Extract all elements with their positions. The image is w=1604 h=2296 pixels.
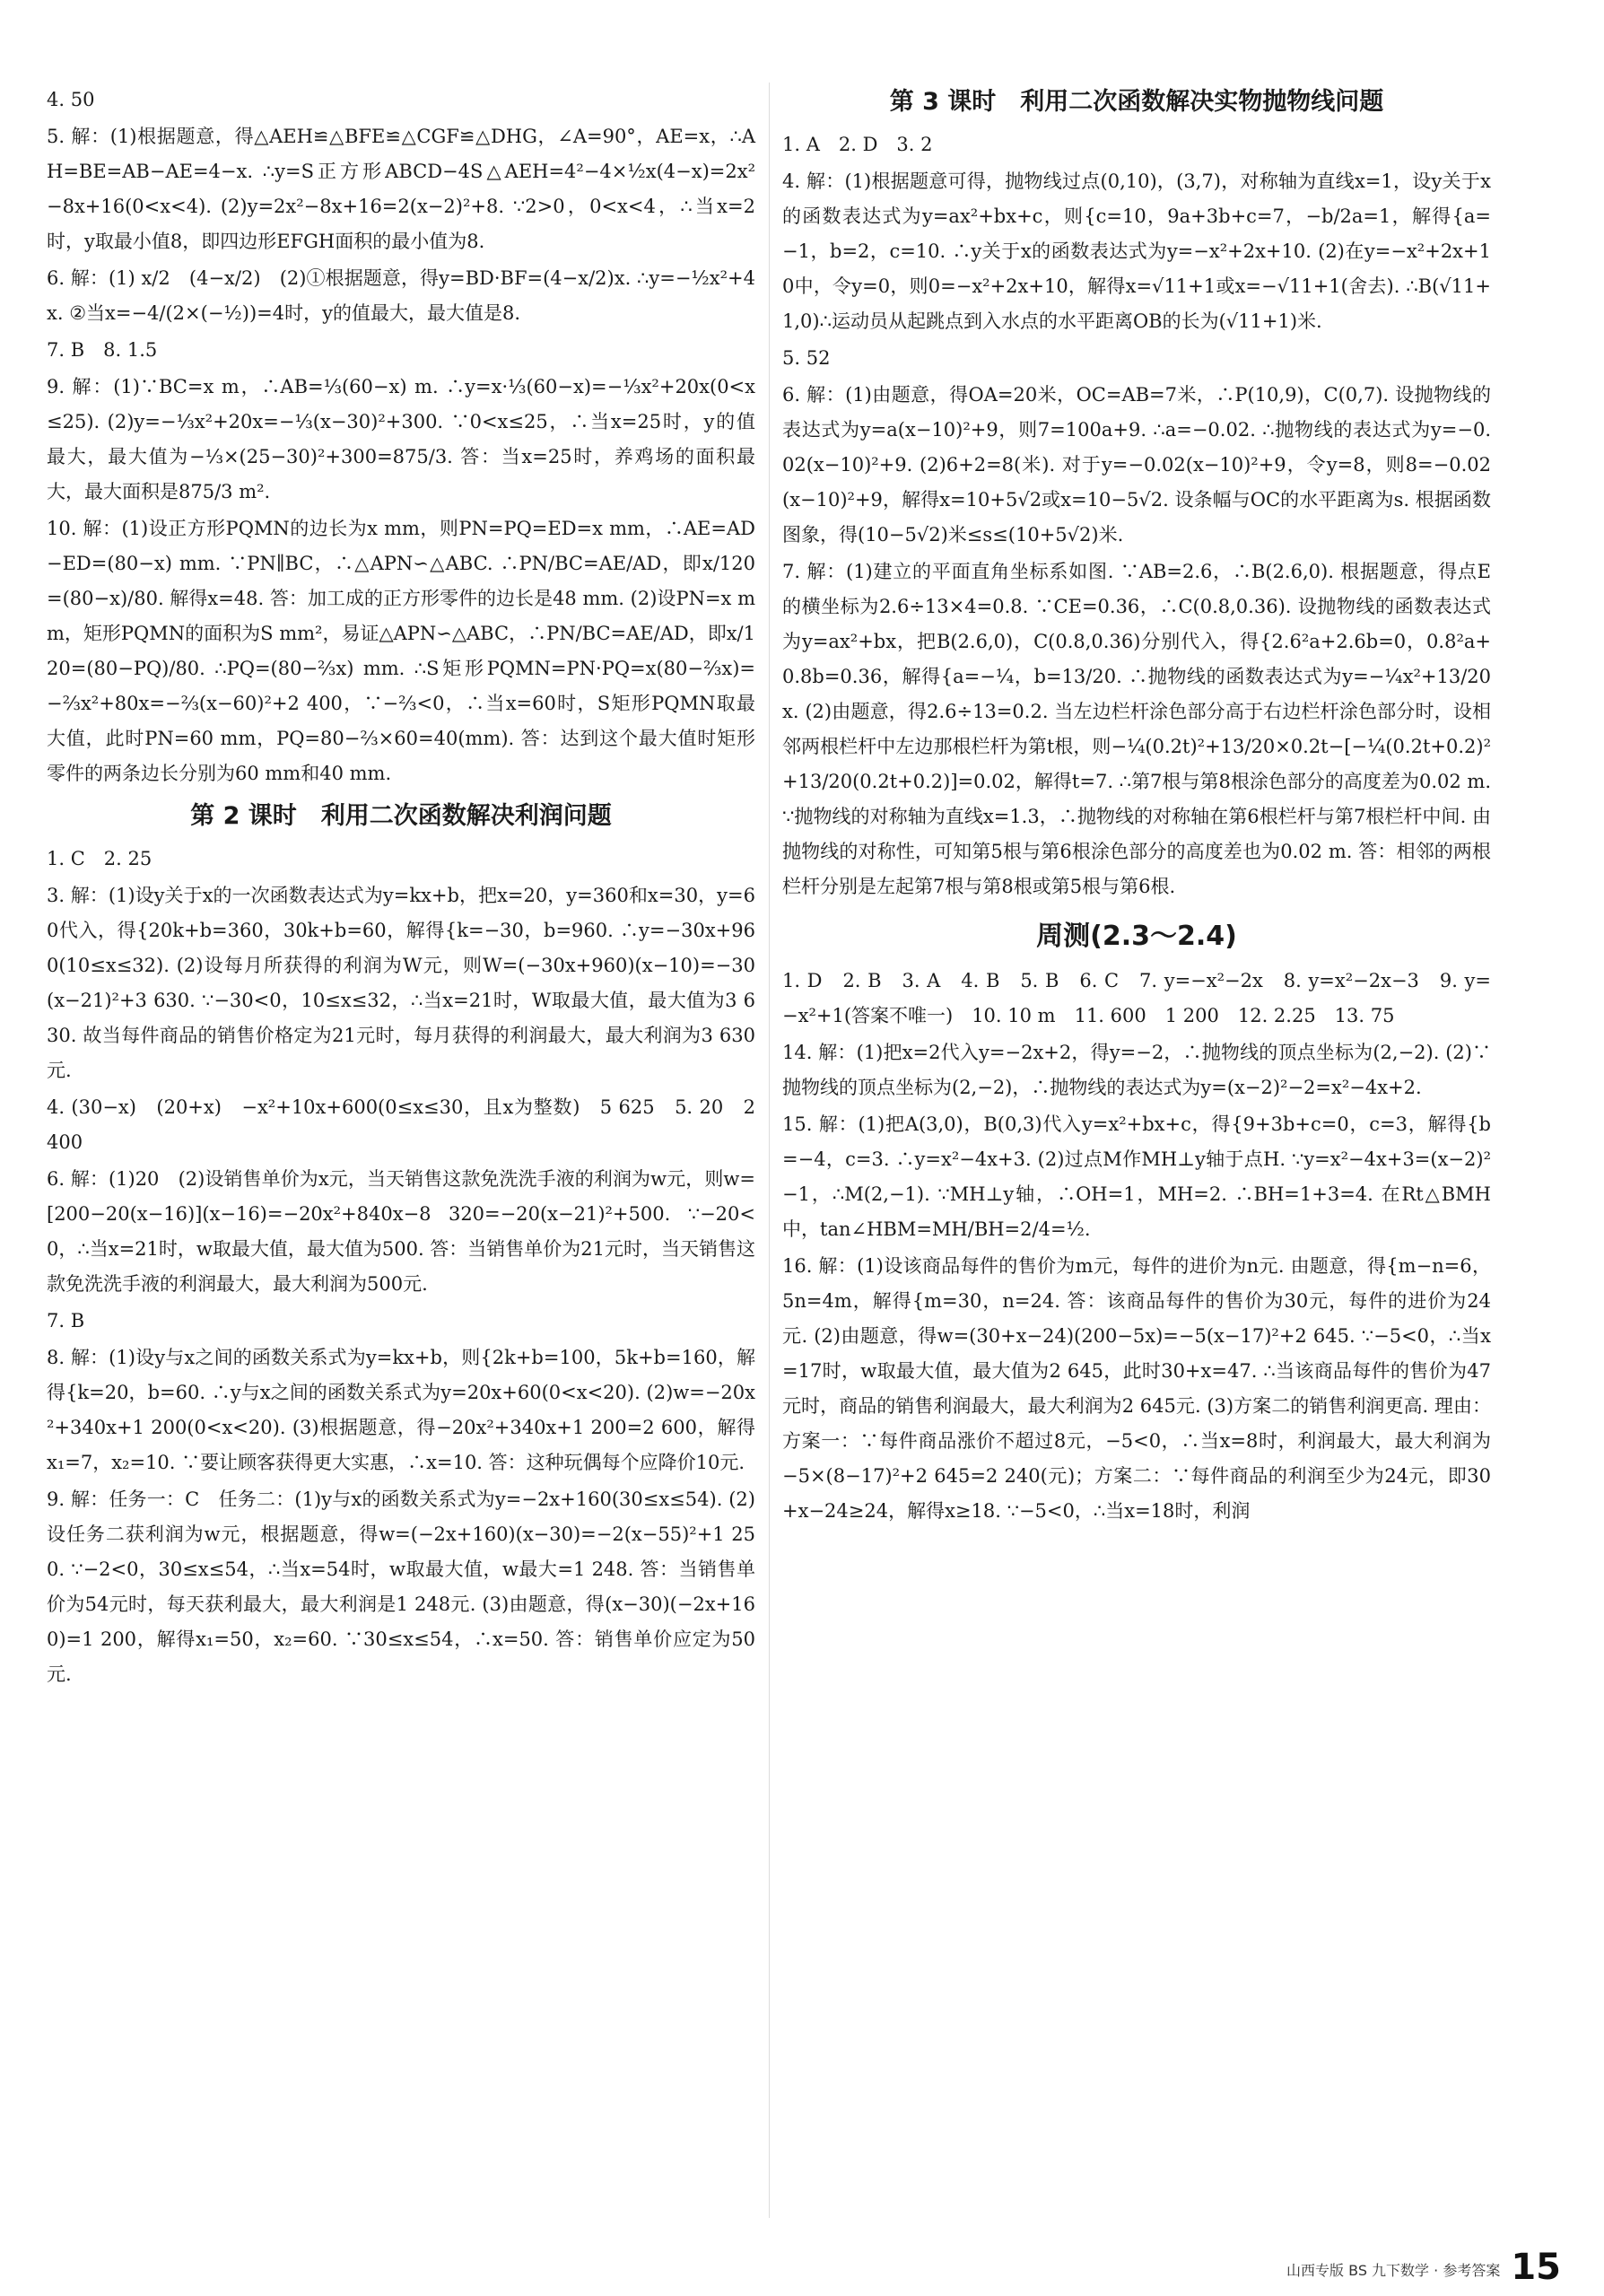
answer-item: 1. D 2. B 3. A 4. B 5. B 6. C 7. y=−x²−2x 8. y=x²−2x−3 9. y=−x²+1(答案不唯一) 10. 10 m 11. 600 1 200 12. 2.25 13. 75 [782, 970, 1491, 1026]
answer-item: 7. B [47, 1310, 85, 1331]
answer-item: 9. 解：任务一：C 任务二：(1)y与x的函数关系式为y=−2x+160(30≤x≤54). (2)设任务二获利润为w元，根据题意，得w=(−2x+160)(x−30)=−2(x−55)²+1 250. ∵−2<0，30≤x≤54，∴当x=54时，w取最大值，w最大=1 248. 答：当销售单价为54元时，每天获利最大，最大利润是1 248元. (3)由题意，得(x−30)(−2x+160)=1 200，解得x₁=50，x₂=60. ∵30≤x≤54，∴x=50. 答：销售单价应定为50元. [47, 1488, 755, 1685]
lesson-title: 第 3 课时 利用二次函数解决实物抛物线问题 [889, 88, 1384, 116]
answer-item: 5. 52 [782, 347, 831, 369]
left-column [47, 83, 755, 1694]
answer-item: 4. 解：(1)根据题意可得，抛物线过点(0,10)，(3,7)，对称轴为直线x=1，设y关于x的函数表达式为y=ax²+bx+c，则{c=10，9a+3b+c=7，−b/2a=1，解得{a=−1，b=2，c=10. ∴y关于x的函数表达式为y=−x²+2x+10. (2)在y=−x²+2x+10中，令y=0，则0=−x²+2x+10，解得x=√11+1或x=−√11+1(舍去). ∴B(√11+1,0)∴运动员从起跳点到入水点的水平距离OB的长为(√11+1)米. [782, 170, 1491, 332]
weekly-test-title: 周测(2.3～2.4) [1036, 921, 1237, 952]
answer-item: 4. (30−x) (20+x) −x²+10x+600(0≤x≤30，且x为整数) 5 625 5. 20 2 400 [47, 1096, 755, 1153]
answer-item: 1. C 2. 25 [47, 848, 153, 869]
answer-item: 4. 50 [47, 89, 95, 110]
answer-item: 6. 解：(1)20 (2)设销售单价为x元，当天销售这款免洗洗手液的利润为w元，则w=[200−20(x−16)](x−16)=−20x²+840x−8 320=−20(x−21)²+500. ∵−20<0，∴当x=21时，w取最大值，最大值为500. 答：当销售单价为21元时，当天销售这款免洗洗手液的利润最大，最大利润为500元. [47, 1168, 756, 1295]
answer-item: 5. 解：(1)根据题意，得△AEH≌△BFE≌△CGF≌△DHG，∠A=90°，AE=x，∴AH=BE=AB−AE=4−x. ∴y=S正方形ABCD−4S△AEH=4²−4×½x(4−x)=2x²−8x+16(0<x<4). (2)y=2x²−8x+16=2(x−2)²+8. ∵2>0，0<x<4，∴当x=2时，y取最小值8，即四边形EFGH面积的最小值为8. [47, 126, 755, 252]
answer-item: 15. 解：(1)把A(3,0)，B(0,3)代入y=x²+bx+c，得{9+3b+c=0，c=3，解得{b=−4，c=3. ∴y=x²−4x+3. (2)过点M作MH⊥y轴于点H. ∵y=x²−4x+3=(x−2)²−1，∴M(2,−1). ∵MH⊥y轴，∴OH=1，MH=2. ∴BH=1+3=4. 在Rt△BMH中，tan∠HBM=MH/BH=2/4=½. [782, 1113, 1491, 1240]
answer-item: 3. 解：(1)设y关于x的一次函数表达式为y=kx+b，把x=20，y=360和x=30，y=60代入，得{20k+b=360，30k+b=60，解得{k=−30，b=960. ∴y=−30x+960(10≤x≤32). (2)设每月所获得的利润为W元，则W=(−30x+960)(x−10)=−30(x−21)²+3 630. ∵−30<0，10≤x≤32，∴当x=21时，W取最大值，最大值为3 630. 故当每件商品的销售价格定为21元时，每月获得的利润最大，最大利润为3 630元. [47, 885, 755, 1081]
footer-book-label: 山西专版 BS 九下数学 · 参考答案 [1286, 2262, 1501, 2279]
answer-item: 7. 解：(1)建立的平面直角坐标系如图. ∵AB=2.6，∴B(2.6,0). 根据题意，得点E的横坐标为2.6÷13×4=0.8. ∵CE=0.36，∴C(0.8,0.36). 设抛物线的函数表达式为y=ax²+bx，把B(2.6,0)，C(0.8,0.36)分别代入，得{2.6²a+2.6b=0，0.8²a+0.8b=0.36，解得{a=−¼，b=13/20. ∴抛物线的函数表达式为y=−¼x²+13/20x. (2)由题意，得2.6÷13=0.2. 当左边栏杆涂色部分高于右边栏杆涂色部分时，设相邻两根栏杆中左边那根栏杆为第t根，则−¼(0.2t)²+13/20×0.2t−[−¼(0.2t+0.2)²+13/20(0.2t+0.2)]=0.02，解得t=7. ∴第7根与第8根涂色部分的高度差为0.02 m. ∵抛物线的对称轴为直线x=1.3，∴抛物线的对称轴在第6根栏杆与第7根栏杆中间. 由抛物线的对称性，可知第5根与第6根涂色部分的高度差也为0.02 m. 答：相邻的两根栏杆分别是左起第7根与第8根或第5根与第6根. [782, 561, 1491, 897]
answer-item: 7. B 8. 1.5 [47, 339, 158, 361]
answer-item: 6. 解：(1)由题意，得OA=20米，OC=AB=7米，∴P(10,9)，C(0,7). 设抛物线的表达式为y=a(x−10)²+9，则7=100a+9. ∴a=−0.02. ∴抛物线的表达式为y=−0.02(x−10)²+9. (2)6+2=8(米). 对于y=−0.02(x−10)²+9，令y=8，则8=−0.02(x−10)²+9，解得x=10+5√2或x=10−5√2. 设条幅与OC的水平距离为s. 根据函数图象，得(10−5√2)米≤s≤(10+5√2)米. [782, 384, 1491, 546]
answer-item: 1. A 2. D 3. 2 [782, 134, 933, 155]
lesson-title: 第 2 课时 利用二次函数解决利润问题 [190, 802, 612, 830]
right-column [782, 83, 1491, 1531]
column-divider [769, 83, 770, 2218]
answer-item: 9. 解：(1)∵BC=x m，∴AB=⅓(60−x) m. ∴y=x·⅓(60−x)=−⅓x²+20x(0<x≤25). (2)y=−⅓x²+20x=−⅓(x−30)²+300. ∵0<x≤25，∴当x=25时，y的值最大，最大值为−⅓×(25−30)²+300=875/3. 答：当x=25时，养鸡场的面积最大，最大面积是875/3 m². [47, 376, 755, 502]
answer-item: 14. 解：(1)把x=2代入y=−2x+2，得y=−2，∴抛物线的顶点坐标为(2,−2). (2)∵抛物线的顶点坐标为(2,−2)，∴抛物线的表达式为y=(x−2)²−2=x²−4x+2. [782, 1042, 1491, 1098]
answer-item: 16. 解：(1)设该商品每件的售价为m元，每件的进价为n元. 由题意，得{m−n=6，5n=4m，解得{m=30，n=24. 答：该商品每件的售价为30元，每件的进价为24元. (2)由题意，得w=(30+x−24)(200−5x)=−5(x−17)²+2 645. ∵−5<0，∴当x=17时，w取最大值，最大值为2 645，此时30+x=47. ∴当该商品每件的售价为47元时，商品的销售利润最大，最大利润为2 645元. (3)方案二的销售利润更高. 理由：方案一：∵每件商品涨价不超过8元，−5<0，∴当x=8时，利润最大，最大利润为−5×(8−17)²+2 645=2 240(元)；方案二：∵每件商品的利润至少为24元，即30+x−24≥24，解得x≥18. ∵−5<0，∴当x=18时，利润 [782, 1255, 1491, 1522]
answer-item: 6. 解：(1) x/2 (4−x/2) (2)①根据题意，得y=BD·BF=(4−x/2)x. ∴y=−½x²+4x. ②当x=−4/(2×(−½))=4时，y的值最大，最大值是8. [47, 267, 755, 324]
answer-item: 8. 解：(1)设y与x之间的函数关系式为y=kx+b，则{2k+b=100，5k+b=160，解得{k=20，b=60. ∴y与x之间的函数关系式为y=20x+60(0<x<20). (2)w=−20x²+340x+1 200(0<x<20). (3)根据题意，得−20x²+340x+1 200=2 600，解得x₁=7，x₂=10. ∵要让顾客获得更大实惠，∴x=10. 答：这种玩偶每个应降价10元. [47, 1347, 755, 1473]
page-number: 15 [1511, 2247, 1561, 2288]
page-footer [1286, 2247, 1561, 2288]
answer-item: 10. 解：(1)设正方形PQMN的边长为x mm，则PN=PQ=ED=x mm，∴AE=AD−ED=(80−x) mm. ∵PN∥BC，∴△APN∽△ABC. ∴PN/BC=AE/AD，即x/120=(80−x)/80. 解得x=48. 答：加工成的正方形零件的边长是48 mm. (2)设PN=x mm，矩形PQMN的面积为S mm²，易证△APN∽△ABC，∴PN/BC=AE/AD，即x/120=(80−PQ)/80. ∴PQ=(80−⅔x) mm. ∴S矩形PQMN=PN·PQ=x(80−⅔x)=−⅔x²+80x=−⅔(x−60)²+2 400，∵−⅔<0，∴当x=60时，S矩形PQMN取最大值，此时PN=60 mm，PQ=80−⅔×60=40(mm). 答：达到这个最大值时矩形零件的两条边长分别为60 mm和40 mm. [47, 518, 755, 784]
